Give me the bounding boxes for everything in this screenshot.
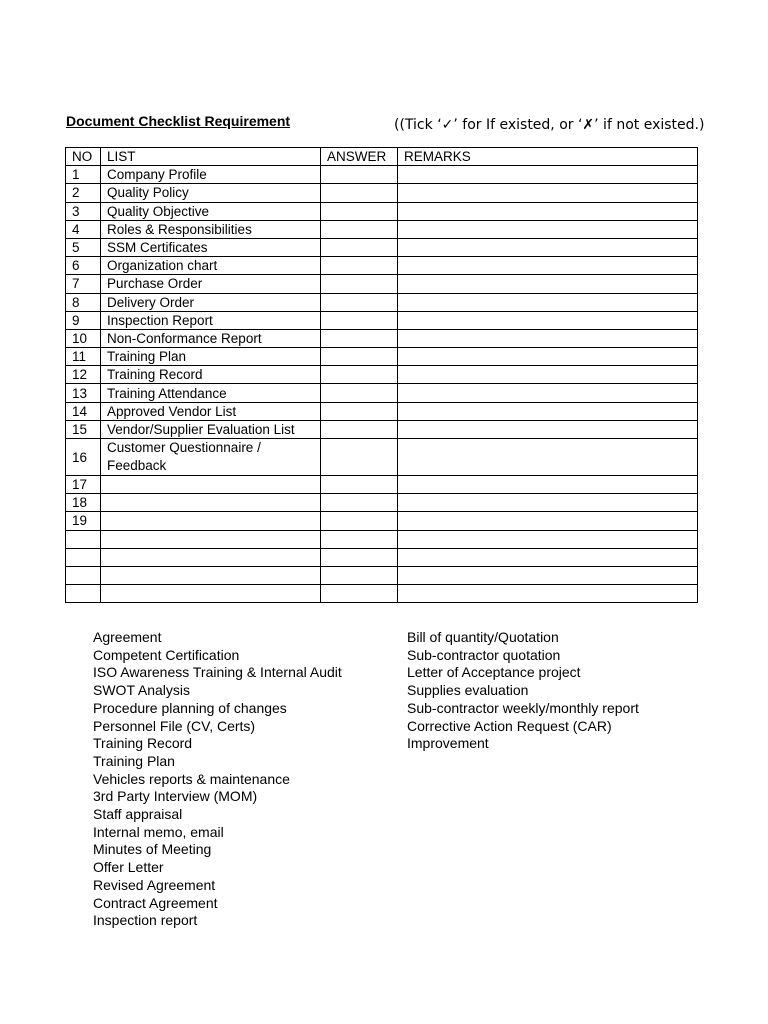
table-row (66, 311, 698, 329)
table-row (66, 238, 698, 256)
reference-documents-list-right (407, 629, 639, 753)
row-document-item: Training Attendance (101, 384, 321, 402)
row-remarks-cell (398, 166, 698, 184)
reference-document-item: Minutes of Meeting (93, 841, 212, 858)
row-document-item (101, 512, 321, 530)
table-row (66, 166, 698, 184)
row-document-item: Quality Policy (101, 184, 321, 202)
table-row (66, 184, 698, 202)
row-document-item: Quality Objective (101, 202, 321, 220)
row-answer-cell (321, 439, 398, 476)
row-remarks-cell (398, 402, 698, 420)
row-answer-cell (321, 257, 398, 275)
row-remarks-cell (398, 476, 698, 494)
row-document-item (101, 566, 321, 584)
row-answer-cell (321, 329, 398, 347)
row-document-item (101, 585, 321, 603)
reference-document-item: Bill of quantity/Quotation (407, 629, 559, 645)
reference-document-item: Personnel File (CV, Certs) (93, 717, 256, 734)
reference-document-item: Sub-contractor quotation (407, 646, 561, 663)
table-row (66, 476, 698, 494)
row-number: 16 (66, 439, 101, 476)
reference-document-item: Procedure planning of changes (93, 699, 287, 716)
document-title: Document Checklist Requirement (66, 113, 291, 129)
reference-documents-list-left (93, 629, 342, 930)
row-answer-cell (321, 348, 398, 366)
row-answer-cell (321, 512, 398, 530)
row-remarks-cell (398, 384, 698, 402)
reference-document-item: Improvement (407, 735, 489, 752)
row-document-item: Organization chart (101, 257, 321, 275)
row-remarks-cell (398, 311, 698, 329)
row-remarks-cell (398, 512, 698, 530)
row-document-item: Non-Conformance Report (101, 329, 321, 347)
reference-document-item: 3rd Party Interview (MOM) (93, 788, 258, 805)
table-row (66, 293, 698, 311)
row-answer-cell (321, 530, 398, 548)
row-answer-cell (321, 566, 398, 584)
table-row (66, 202, 698, 220)
reference-document-item: Vehicles reports & maintenance (93, 770, 290, 787)
table-row (66, 512, 698, 530)
row-number: 19 (66, 512, 101, 530)
row-document-item: Training Plan (101, 348, 321, 366)
row-number (66, 566, 101, 584)
row-number: 1 (66, 166, 101, 184)
table-row (66, 366, 698, 384)
table-header-row (66, 148, 698, 166)
table-row (66, 257, 698, 275)
checklist-body (66, 166, 698, 603)
row-number: 8 (66, 293, 101, 311)
reference-document-item: Training Plan (93, 752, 175, 769)
row-number: 4 (66, 220, 101, 238)
row-answer-cell (321, 166, 398, 184)
row-remarks-cell (398, 566, 698, 584)
row-answer-cell (321, 548, 398, 566)
row-remarks-cell (398, 348, 698, 366)
row-answer-cell (321, 585, 398, 603)
row-answer-cell (321, 420, 398, 438)
row-number: 18 (66, 494, 101, 512)
reference-document-item: Corrective Action Request (CAR) (407, 717, 612, 734)
table-row (66, 329, 698, 347)
row-answer-cell (321, 220, 398, 238)
row-remarks-cell (398, 420, 698, 438)
reference-document-item: Training Record (93, 735, 193, 752)
row-answer-cell (321, 311, 398, 329)
row-number: 6 (66, 257, 101, 275)
reference-document-item: Letter of Acceptance project (407, 664, 581, 681)
header-answer: ANSWER (321, 148, 398, 166)
row-number: 5 (66, 238, 101, 256)
header-no: NO (66, 148, 101, 166)
table-row (66, 585, 698, 603)
row-number: 9 (66, 311, 101, 329)
row-answer-cell (321, 366, 398, 384)
table-row (66, 348, 698, 366)
row-number (66, 585, 101, 603)
row-remarks-cell (398, 275, 698, 293)
row-document-item: Training Record (101, 366, 321, 384)
table-row (66, 220, 698, 238)
row-number: 17 (66, 476, 101, 494)
row-remarks-cell (398, 329, 698, 347)
row-remarks-cell (398, 184, 698, 202)
row-document-item (101, 548, 321, 566)
row-answer-cell (321, 184, 398, 202)
row-answer-cell (321, 238, 398, 256)
row-document-item: Vendor/Supplier Evaluation List (101, 420, 321, 438)
row-number: 7 (66, 275, 101, 293)
table-row (66, 530, 698, 548)
checklist-table (65, 147, 698, 603)
row-document-item: Roles & Responsibilities (101, 220, 321, 238)
row-remarks-cell (398, 238, 698, 256)
table-row (66, 402, 698, 420)
row-number: 3 (66, 202, 101, 220)
reference-document-item: Inspection report (93, 912, 198, 929)
table-row (66, 494, 698, 512)
tick-instruction-note: ((Tick ‘✓’ for If existed, or ‘✗’ if not existed.) (394, 117, 705, 133)
row-remarks-cell (398, 530, 698, 548)
reference-document-item: Agreement (93, 629, 162, 645)
reference-document-item: ISO Awareness Training & Internal Audit (93, 664, 342, 681)
row-remarks-cell (398, 202, 698, 220)
row-answer-cell (321, 384, 398, 402)
row-number: 14 (66, 402, 101, 420)
row-remarks-cell (398, 220, 698, 238)
row-remarks-cell (398, 548, 698, 566)
table-row (66, 548, 698, 566)
reference-document-item: Sub-contractor weekly/monthly report (407, 699, 639, 716)
row-remarks-cell (398, 494, 698, 512)
reference-document-item: Offer Letter (93, 859, 164, 876)
row-answer-cell (321, 476, 398, 494)
row-remarks-cell (398, 439, 698, 476)
row-number: 12 (66, 366, 101, 384)
row-remarks-cell (398, 585, 698, 603)
row-number (66, 548, 101, 566)
row-number: 2 (66, 184, 101, 202)
header-list: LIST (101, 148, 321, 166)
reference-document-item: Staff appraisal (93, 806, 183, 823)
row-document-item: Purchase Order (101, 275, 321, 293)
row-number: 11 (66, 348, 101, 366)
table-row (66, 439, 698, 476)
row-document-item (101, 494, 321, 512)
table-row (66, 384, 698, 402)
row-answer-cell (321, 402, 398, 420)
reference-document-item: Internal memo, email (93, 823, 224, 840)
row-remarks-cell (398, 257, 698, 275)
row-answer-cell (321, 494, 398, 512)
reference-document-item: SWOT Analysis (93, 682, 190, 699)
row-document-item: Inspection Report (101, 311, 321, 329)
row-answer-cell (321, 293, 398, 311)
row-number: 13 (66, 384, 101, 402)
reference-document-item: Revised Agreement (93, 876, 216, 893)
row-document-item: Customer Questionnaire / Feedback (101, 439, 321, 476)
reference-document-item: Contract Agreement (93, 894, 218, 911)
header-remarks: REMARKS (398, 148, 698, 166)
reference-document-item: Supplies evaluation (407, 682, 529, 699)
row-document-item: Delivery Order (101, 293, 321, 311)
row-document-item: Company Profile (101, 166, 321, 184)
row-document-item (101, 530, 321, 548)
row-document-item (101, 476, 321, 494)
table-row (66, 566, 698, 584)
row-answer-cell (321, 275, 398, 293)
row-answer-cell (321, 202, 398, 220)
row-remarks-cell (398, 293, 698, 311)
reference-document-item: Competent Certification (93, 646, 240, 663)
row-number (66, 530, 101, 548)
row-document-item: Approved Vendor List (101, 402, 321, 420)
table-row (66, 275, 698, 293)
row-remarks-cell (398, 366, 698, 384)
row-number: 10 (66, 329, 101, 347)
row-number: 15 (66, 420, 101, 438)
row-document-item: SSM Certificates (101, 238, 321, 256)
table-row (66, 420, 698, 438)
